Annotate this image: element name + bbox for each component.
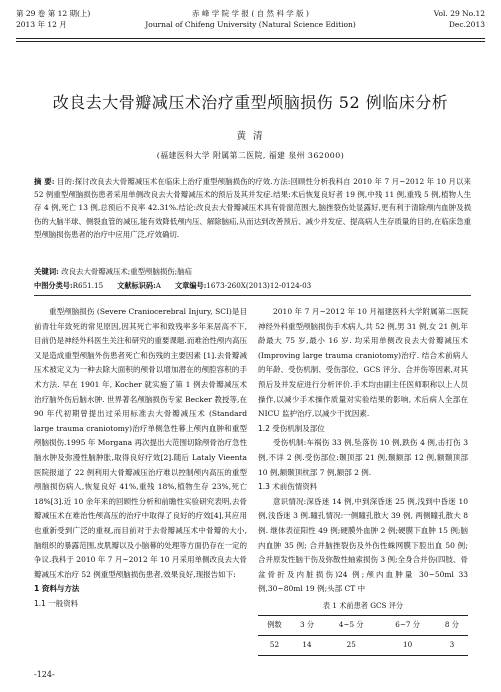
article-number: 文章编号:1673-260X(2013)12-0124-03 bbox=[174, 281, 312, 290]
header-rule-thin bbox=[16, 41, 485, 42]
journal-en: Journal of Chifeng University (Natural Science Edition) bbox=[145, 20, 356, 29]
table-cell: 52 bbox=[258, 636, 291, 656]
right-column bbox=[258, 305, 468, 656]
running-header bbox=[16, 8, 485, 48]
date-left: 2013 年 12 月 bbox=[16, 20, 67, 29]
author: 黄 清 bbox=[236, 131, 265, 142]
table-cell: 25 bbox=[323, 636, 379, 656]
left-column bbox=[34, 305, 247, 611]
issue-label: 第 29 卷 第 12 期(上) bbox=[16, 9, 91, 18]
header-rule-thick bbox=[16, 38, 485, 39]
section-heading-1: 1 资料与方法 bbox=[34, 584, 80, 594]
keywords-text: 改良去大骨瓣减压术;重型颅脑损伤;脑疝 bbox=[61, 267, 192, 276]
date-right: Dec.2013 bbox=[448, 20, 485, 29]
document-code: 文献标识码:A bbox=[117, 281, 161, 290]
journal-cn: 赤 峰 学 院 学 报 ( 自 然 科 学 版 ) bbox=[192, 9, 309, 18]
clc-number: 中图分类号:R651.15 bbox=[34, 281, 104, 290]
page-number: -124- bbox=[34, 670, 55, 679]
table-header-cell: 8 分 bbox=[436, 616, 468, 636]
keywords-label: 关键词: bbox=[34, 267, 59, 276]
volume-label: Vol. 29 No.12 bbox=[433, 9, 485, 18]
gcs-table bbox=[258, 615, 468, 655]
table-header-cell: 3 分 bbox=[291, 616, 323, 636]
abstract-label: 摘 要: bbox=[34, 177, 55, 186]
preop-paragraph: 意识情况:深昏迷 14 例,中到深昏迷 25 例,浅到中昏迷 10 例,浅昏迷 3 例.瞳孔情况:一侧瞳孔散大 39 例, 两侧瞳孔散大 8 例. 继体表征阳性 49 例;硬膜外血肿 2 例;硬膜下血肿 15 例;脑内血肿 35 例; 合并脑挫裂伤及外伤性蛛网膜下腔出血 50 例; 合并原发性脑干伤及弥散性轴索损伤 3 例;全身合并伤(四肢、骨盆骨折及内脏损伤)24 例;颅内血肿量 30~50ml 33 例,30~80ml 19 例;头部 CT 中 bbox=[258, 496, 468, 594]
table-header-row bbox=[258, 616, 468, 636]
section-heading-1-3: 1.3 术前伤情资料 bbox=[258, 482, 318, 492]
abstract bbox=[34, 175, 471, 241]
table-header-cell: 4~5 分 bbox=[323, 616, 379, 636]
intro-paragraph: 重型颅脑损伤 (Severe Craniocerebral Injury, SCI)是目前青壮年致死的常见原因,因其死亡率和致残率多年来居高不下,目前仍是神经外科医生关注和研究的重要课题.而难治性颅内高压又是造成重型颅脑外伤患者死亡和伤残的主要因素 [1].去骨瓣减压术被定义为一种去除大面积的颅骨以增加潜在的颅腔容积的手术方法. 早在 1901 年, Kocher 就实施了第 1 例去骨瓣减压术治疗脑外伤后脑水肿. 世界著名颅脑损伤专家 Becker 教授等,在 90 年代初期曾提出过采用标准去大骨瓣减压术 (Standard large trauma craniotomy)治疗单侧急性幕上颅内血肿和重型颅脑损伤.1995 年 Morgana 再次提出大范围切除颅骨治疗急性脑水肿及弥漫性脑肿胀,取得良好疗效[2].随后 Lataly Vieenta 医院报道了 22 例利用大骨瓣减压治疗难以控制颅内高压的重型颅脑损伤病人,恢复良好 41%,重残 18%,植物生存 23%,死亡 18%[3].近 10 余年来的回顾性分析和前瞻性实验研究表明,去骨瓣减压术在难治性颅高压的治疗中取得了良好的疗效[4],其应用也重新受到广泛的重视,而目前对于去骨瓣减压术中骨瓣的大小,脑组织的暴露范围,皮肌瓣以及小脑幕的处理等方面仍存在一定的争议.我科于 2010 年 7 月~2012 年 10 月采用单侧改良去大骨瓣减压术治疗 52 例重型颅脑损伤患者,效果良好,现报告如下: bbox=[34, 307, 247, 579]
table-header-cell: 6~7 分 bbox=[379, 616, 435, 636]
table-cell: 10 bbox=[379, 636, 435, 656]
general-data-paragraph: 2010 年 7 月~2012 年 10 月福建医科大学附属第二医院神经外科重型颅脑损伤手术病人,共 52 例,男 31 例,女 21 例,年龄最大 75 岁,最小 16 岁. 均采用单侧改良去大骨瓣减压术(Improving large trauma craniotomy)治疗. 结合术前病人的年龄、受伤机制、受伤部位、GCS 评分、合并伤等因素,对其预后及并发症进行分析评价.手术均由副主任医师职称以上人员操作,以减少手术操作质量对实验结果的影响, 术后病人全部在 NICU 监护治疗,以减少干扰因素. bbox=[258, 307, 468, 419]
classification-line bbox=[34, 279, 471, 292]
abstract-text: 目的:探讨改良去大骨瓣减压术在临床上治疗重型颅脑损伤的疗效.方法:回顾性分析我科自 2010 年 7 月~2012 年 10 月以来 52 例重型颅脑损伤患者采用单侧改良去大骨瓣减压术的预后及其并发症.结果:术后恢复良好者 19 例,中残 11 例,重残 5 例,植物人生存 4 例,死亡 13 例,总预后不良率 42.31%.结论:改良去大骨瓣减压术具有骨窗范围大,脑挫裂伤处显露好,更有利于清除颅内血肿及损伤的大脑半球、侧裂血管的减压,能有效降低颅内压、解除脑疝,从而达到改善预后、减少并发症、提高病人生存质量的目的,在临床急重型颅脑损伤患者的治疗中应用广泛,疗效确切. bbox=[34, 177, 471, 239]
table-header-cell: 例数 bbox=[258, 616, 291, 636]
table-caption: 表 1 术前患者 GCS 评分 bbox=[322, 600, 404, 610]
section-heading-1-2: 1.2 受伤机制及部位 bbox=[258, 423, 325, 433]
table-row bbox=[258, 636, 468, 656]
section-heading-1-1: 1.1 一般资料 bbox=[34, 598, 79, 608]
abstract-divider bbox=[34, 295, 471, 296]
article-title: 改良去大骨瓣减压术治疗重型颅脑损伤 52 例临床分析 bbox=[52, 93, 449, 112]
table-cell: 14 bbox=[291, 636, 323, 656]
table-cell: 3 bbox=[436, 636, 468, 656]
keywords bbox=[34, 265, 471, 278]
affiliation: (福建医科大学 附属第二医院, 福建 泉州 362000) bbox=[156, 151, 345, 160]
injury-mechanism-paragraph: 受伤机制:车祸伤 33 例,坠落伤 10 例,跌伤 4 例,击打伤 3 例,不详 2 例.受伤部位:颞顶部 21 例,颞额部 12 例,额颞顶部 10 例,额颞顶枕部 7 例,额部 2 例. bbox=[258, 438, 468, 477]
